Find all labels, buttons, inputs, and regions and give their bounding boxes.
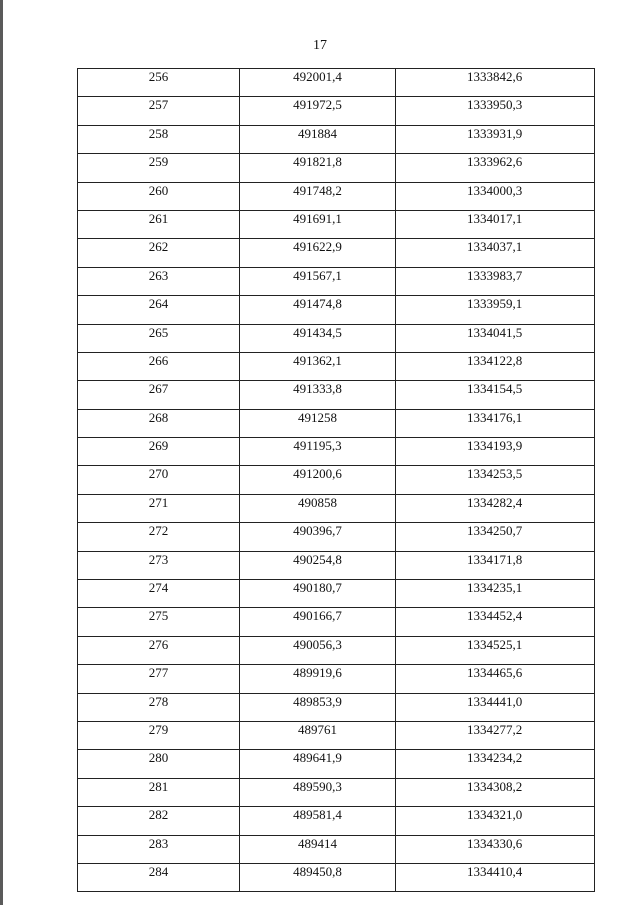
point-number-cell: 264 bbox=[78, 296, 240, 324]
x-coordinate-cell: 489590,3 bbox=[240, 778, 396, 806]
y-coordinate-cell: 1334176,1 bbox=[396, 409, 595, 437]
x-coordinate-cell: 489450,8 bbox=[240, 863, 396, 891]
y-coordinate-cell: 1334525,1 bbox=[396, 636, 595, 664]
point-number-cell: 282 bbox=[78, 807, 240, 835]
point-number-cell: 283 bbox=[78, 835, 240, 863]
x-coordinate-cell: 491362,1 bbox=[240, 352, 396, 380]
point-number-cell: 269 bbox=[78, 438, 240, 466]
table-row bbox=[78, 693, 595, 721]
x-coordinate-cell: 491748,2 bbox=[240, 182, 396, 210]
table-row bbox=[78, 835, 595, 863]
point-number-cell: 281 bbox=[78, 778, 240, 806]
point-number-cell: 271 bbox=[78, 494, 240, 522]
table-row bbox=[78, 381, 595, 409]
point-number-cell: 272 bbox=[78, 523, 240, 551]
table-row bbox=[78, 296, 595, 324]
y-coordinate-cell: 1333950,3 bbox=[396, 97, 595, 125]
y-coordinate-cell: 1333931,9 bbox=[396, 125, 595, 153]
point-number-cell: 277 bbox=[78, 665, 240, 693]
scan-edge bbox=[0, 0, 3, 905]
point-number-cell: 280 bbox=[78, 750, 240, 778]
y-coordinate-cell: 1334041,5 bbox=[396, 324, 595, 352]
point-number-cell: 276 bbox=[78, 636, 240, 664]
table-row bbox=[78, 154, 595, 182]
table-row bbox=[78, 494, 595, 522]
table-row bbox=[78, 580, 595, 608]
y-coordinate-cell: 1334193,9 bbox=[396, 438, 595, 466]
point-number-cell: 262 bbox=[78, 239, 240, 267]
y-coordinate-cell: 1334441,0 bbox=[396, 693, 595, 721]
y-coordinate-cell: 1334465,6 bbox=[396, 665, 595, 693]
x-coordinate-cell: 491333,8 bbox=[240, 381, 396, 409]
x-coordinate-cell: 489761 bbox=[240, 721, 396, 749]
table-row bbox=[78, 324, 595, 352]
y-coordinate-cell: 1333962,6 bbox=[396, 154, 595, 182]
y-coordinate-cell: 1334277,2 bbox=[396, 721, 595, 749]
y-coordinate-cell: 1334037,1 bbox=[396, 239, 595, 267]
page-number: 17 bbox=[313, 38, 327, 53]
y-coordinate-cell: 1333842,6 bbox=[396, 69, 595, 97]
x-coordinate-cell: 489919,6 bbox=[240, 665, 396, 693]
x-coordinate-cell: 491567,1 bbox=[240, 267, 396, 295]
table-row bbox=[78, 210, 595, 238]
x-coordinate-cell: 491972,5 bbox=[240, 97, 396, 125]
table-row bbox=[78, 551, 595, 579]
table-row bbox=[78, 466, 595, 494]
table-row bbox=[78, 608, 595, 636]
x-coordinate-cell: 491884 bbox=[240, 125, 396, 153]
x-coordinate-cell: 491622,9 bbox=[240, 239, 396, 267]
table-row bbox=[78, 97, 595, 125]
point-number-cell: 275 bbox=[78, 608, 240, 636]
table-row bbox=[78, 665, 595, 693]
y-coordinate-cell: 1334410,4 bbox=[396, 863, 595, 891]
x-coordinate-cell: 490180,7 bbox=[240, 580, 396, 608]
x-coordinate-cell: 490254,8 bbox=[240, 551, 396, 579]
x-coordinate-cell: 491195,3 bbox=[240, 438, 396, 466]
y-coordinate-cell: 1334253,5 bbox=[396, 466, 595, 494]
y-coordinate-cell: 1334017,1 bbox=[396, 210, 595, 238]
x-coordinate-cell: 490166,7 bbox=[240, 608, 396, 636]
y-coordinate-cell: 1334235,1 bbox=[396, 580, 595, 608]
y-coordinate-cell: 1333983,7 bbox=[396, 267, 595, 295]
point-number-cell: 268 bbox=[78, 409, 240, 437]
point-number-cell: 270 bbox=[78, 466, 240, 494]
y-coordinate-cell: 1333959,1 bbox=[396, 296, 595, 324]
y-coordinate-cell: 1334250,7 bbox=[396, 523, 595, 551]
x-coordinate-cell: 489414 bbox=[240, 835, 396, 863]
point-number-cell: 278 bbox=[78, 693, 240, 721]
point-number-cell: 257 bbox=[78, 97, 240, 125]
point-number-cell: 258 bbox=[78, 125, 240, 153]
y-coordinate-cell: 1334330,6 bbox=[396, 835, 595, 863]
point-number-cell: 279 bbox=[78, 721, 240, 749]
x-coordinate-cell: 489853,9 bbox=[240, 693, 396, 721]
table-row bbox=[78, 807, 595, 835]
y-coordinate-cell: 1334452,4 bbox=[396, 608, 595, 636]
table-row bbox=[78, 239, 595, 267]
x-coordinate-cell: 491821,8 bbox=[240, 154, 396, 182]
table-row bbox=[78, 182, 595, 210]
point-number-cell: 265 bbox=[78, 324, 240, 352]
x-coordinate-cell: 491691,1 bbox=[240, 210, 396, 238]
table-row bbox=[78, 721, 595, 749]
coordinates-table bbox=[77, 68, 595, 892]
table-row bbox=[78, 267, 595, 295]
y-coordinate-cell: 1334154,5 bbox=[396, 381, 595, 409]
y-coordinate-cell: 1334308,2 bbox=[396, 778, 595, 806]
table-row bbox=[78, 438, 595, 466]
x-coordinate-cell: 490056,3 bbox=[240, 636, 396, 664]
x-coordinate-cell: 490396,7 bbox=[240, 523, 396, 551]
point-number-cell: 284 bbox=[78, 863, 240, 891]
y-coordinate-cell: 1334282,4 bbox=[396, 494, 595, 522]
x-coordinate-cell: 491200,6 bbox=[240, 466, 396, 494]
point-number-cell: 261 bbox=[78, 210, 240, 238]
x-coordinate-cell: 491434,5 bbox=[240, 324, 396, 352]
x-coordinate-cell: 489641,9 bbox=[240, 750, 396, 778]
y-coordinate-cell: 1334171,8 bbox=[396, 551, 595, 579]
point-number-cell: 273 bbox=[78, 551, 240, 579]
point-number-cell: 267 bbox=[78, 381, 240, 409]
table-row bbox=[78, 69, 595, 97]
y-coordinate-cell: 1334000,3 bbox=[396, 182, 595, 210]
y-coordinate-cell: 1334122,8 bbox=[396, 352, 595, 380]
table-row bbox=[78, 778, 595, 806]
point-number-cell: 256 bbox=[78, 69, 240, 97]
point-number-cell: 260 bbox=[78, 182, 240, 210]
x-coordinate-cell: 489581,4 bbox=[240, 807, 396, 835]
x-coordinate-cell: 491258 bbox=[240, 409, 396, 437]
table-row bbox=[78, 125, 595, 153]
x-coordinate-cell: 492001,4 bbox=[240, 69, 396, 97]
table-row bbox=[78, 636, 595, 664]
coordinates-table-body bbox=[78, 69, 595, 892]
x-coordinate-cell: 490858 bbox=[240, 494, 396, 522]
table-row bbox=[78, 750, 595, 778]
x-coordinate-cell: 491474,8 bbox=[240, 296, 396, 324]
point-number-cell: 274 bbox=[78, 580, 240, 608]
y-coordinate-cell: 1334234,2 bbox=[396, 750, 595, 778]
point-number-cell: 259 bbox=[78, 154, 240, 182]
table-row bbox=[78, 352, 595, 380]
point-number-cell: 266 bbox=[78, 352, 240, 380]
table-row bbox=[78, 409, 595, 437]
table-row bbox=[78, 523, 595, 551]
point-number-cell: 263 bbox=[78, 267, 240, 295]
table-row bbox=[78, 863, 595, 891]
y-coordinate-cell: 1334321,0 bbox=[396, 807, 595, 835]
